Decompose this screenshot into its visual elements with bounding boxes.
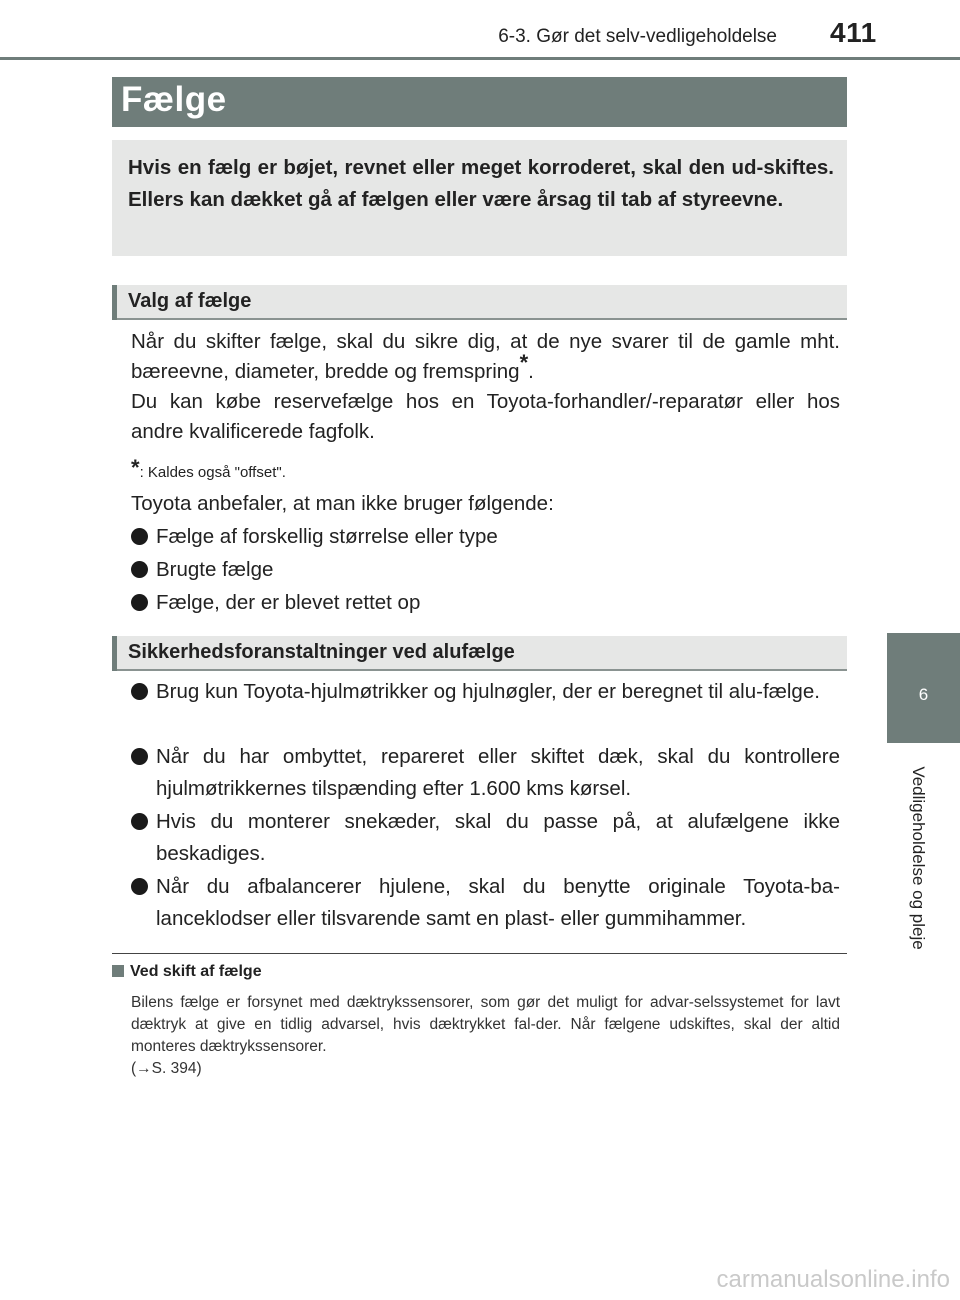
chapter-tab — [887, 633, 960, 743]
header-section-title: 6-3. Gør det selv-vedligeholdelse — [498, 26, 777, 47]
bullet-icon — [131, 594, 148, 611]
bullet-icon — [131, 813, 148, 830]
note-heading — [112, 963, 262, 981]
footnote — [131, 455, 286, 481]
square-bullet-icon — [112, 965, 124, 977]
intro-box — [112, 140, 847, 256]
list-item-text: Brug kun Toyota-hjulmøtrikker og hjulnøgler, der er beregnet til alu-fælge. — [156, 680, 820, 703]
page-title: Fælge — [121, 80, 227, 119]
section-heading-valg — [112, 285, 847, 320]
header-divider — [0, 57, 960, 60]
list-item — [131, 676, 840, 708]
section-heading-alu — [112, 636, 847, 671]
list-item — [131, 554, 840, 586]
note-body: Bilens fælge er forsynet med dæktrykssensorer, som gør det muligt for advar-selssystemet for lavt dæktryk at give en tidlig advarsel, hvis dæktrykket fal-der. Når fælgene udskiftes, skal der altid monteres dæktrykssensorer. — [131, 994, 840, 1055]
list-item — [131, 806, 840, 870]
bullet-icon — [131, 878, 148, 895]
chapter-label: Vedligeholdelse og pleje — [909, 766, 928, 950]
note-heading-text: Ved skift af fælge — [130, 963, 262, 980]
paragraph-text: Når du skifter fælge, skal du sikre dig, at de nye svarer til de gamle mht. bæreevne, diameter, bredde og fremspring — [131, 330, 840, 383]
list-item-text: Hvis du monterer snekæder, skal du passe på, at alufælgene ikke beskadiges. — [156, 810, 840, 865]
footnote-star: * — [131, 455, 140, 480]
intro-text: Hvis en fælg er bøjet, revnet eller meget korroderet, skal den ud-skiftes. Ellers kan dækket gå af fælgen eller være årsag til tab af styreevne. — [128, 156, 834, 211]
paragraph-end: . — [528, 360, 534, 383]
list-item-text: Når du har ombyttet, repareret eller skiftet dæk, skal du kontrollere hjulmøtrikkernes tilspænding efter 1.600 kms kørsel. — [156, 745, 840, 800]
list-item-text: Når du afbalancerer hjulene, skal du benytte originale Toyota-ba-lanceklodser eller tilsvarende samt en plast- eller gummihammer. — [156, 875, 840, 930]
section-heading-label: Sikkerhedsforanstaltninger ved alufælge — [128, 641, 515, 663]
list-item — [131, 521, 840, 553]
page-number: 411 — [830, 17, 877, 48]
section-heading-label: Valg af fælge — [128, 290, 252, 312]
paragraph-choose-wheels — [131, 327, 840, 387]
footnote-marker: * — [519, 350, 529, 376]
recommend-text: Toyota anbefaler, at man ikke bruger følgende: — [131, 492, 554, 515]
list-item-text: Fælge af forskellig størrelse eller type — [156, 525, 498, 548]
chapter-number: 6 — [918, 685, 929, 704]
bullet-icon — [131, 683, 148, 700]
page-reference-link[interactable]: (→S. 394) — [131, 1060, 202, 1077]
list-item-text: Brugte fælge — [156, 558, 274, 581]
page-title-bar — [112, 77, 847, 127]
list-item-text: Fælge, der er blevet rettet op — [156, 591, 421, 614]
list-item — [131, 587, 840, 619]
bullet-icon — [131, 748, 148, 765]
section-marker — [112, 636, 117, 671]
paragraph-buy-spare: Du kan købe reservefælge hos en Toyota-forhandler/-reparatør eller hos andre kvalificerede fagfolk. — [131, 390, 840, 443]
notes-divider — [112, 953, 847, 954]
bullet-icon — [131, 561, 148, 578]
list-item — [131, 871, 840, 935]
watermark: carmanualsonline.info — [716, 1266, 950, 1293]
list-item — [131, 741, 840, 805]
section-marker — [112, 285, 117, 320]
footnote-text: : Kaldes også "offset". — [139, 464, 286, 481]
note-text — [131, 992, 840, 1080]
bullet-icon — [131, 528, 148, 545]
